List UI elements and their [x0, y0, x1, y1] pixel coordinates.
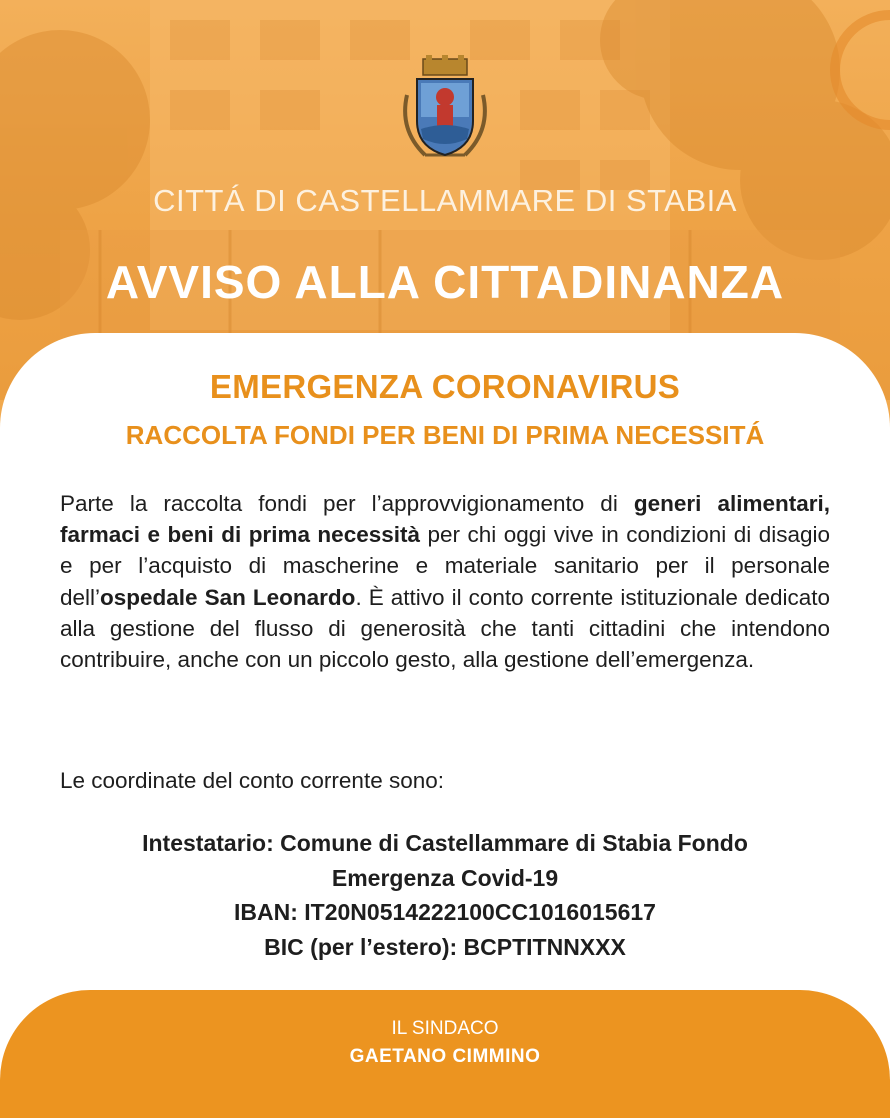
- bank-details: [0, 826, 890, 964]
- body-text-part: . È attivo il conto corrente istituzionale dedicato alla gestione del flusso di generosità che tanti cittadini che intendono contribuire, anche con un piccolo gesto, alla gestione dell’emergenza.: [60, 584, 830, 673]
- mayor-name: GAETANO CIMMINO: [349, 1046, 541, 1067]
- subheadline: RACCOLTA FONDI PER BENI DI PRIMA NECESSITÁ: [125, 420, 765, 450]
- account-holder-line1: Intestatario: Comune di Castellammare di Stabia Fondo: [142, 830, 748, 856]
- body-text-part: per chi oggi vive in condizioni di disagio e per l’acquisto di mascherine e materiale sanitario per il personale dell’: [60, 522, 831, 610]
- city-name: CITTÁ DI CASTELLAMMARE DI STABIA: [153, 183, 737, 218]
- account-holder-line2: Emergenza Covid-19: [331, 864, 559, 891]
- body-text-part: Parte la raccolta fondi per l’approvvigionamento di: [60, 491, 634, 516]
- iban: IBAN: IT20N0514222100CC1016015617: [234, 899, 656, 925]
- body-bold-hospital: ospedale San Leonardo: [100, 584, 356, 610]
- coat-of-arms-icon: [395, 55, 495, 165]
- mayor-role: IL SINDACO: [391, 1018, 499, 1039]
- body-paragraph: [60, 488, 830, 675]
- headline: EMERGENZA CORONAVIRUS: [209, 368, 681, 405]
- body-bold-goods: generi alimentari, farmaci e beni di prima necessità: [60, 491, 830, 548]
- bic: BIC (per l’estero): BCPTITNNXXX: [264, 933, 626, 960]
- coordinates-intro: Le coordinate del conto corrente sono:: [60, 768, 445, 793]
- page-title: AVVISO ALLA CITTADINANZA: [105, 256, 785, 308]
